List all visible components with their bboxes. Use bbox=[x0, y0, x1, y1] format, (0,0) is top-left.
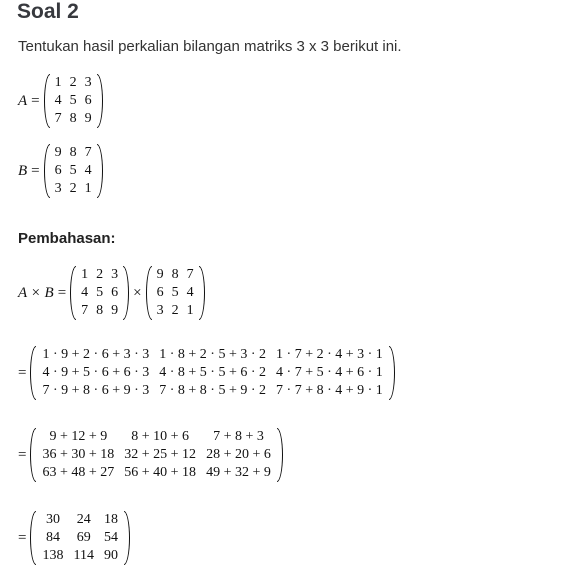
matrix-cell: 56 + 40 + 18 bbox=[124, 465, 197, 480]
matrix-cell: 2 bbox=[69, 75, 77, 90]
matrix-table bbox=[37, 428, 275, 482]
matrix-cell: 9 bbox=[156, 267, 164, 282]
matrix-row bbox=[37, 511, 122, 529]
matrix-table bbox=[77, 266, 122, 320]
matrix-cell: 30 bbox=[45, 512, 60, 527]
page-title: Soal 2 bbox=[17, 0, 79, 23]
matrix-cell: 114 bbox=[73, 548, 94, 563]
matrix-cell: 4 bbox=[54, 93, 62, 108]
matrix-row bbox=[51, 110, 96, 128]
matrix-cell: 6 bbox=[111, 285, 119, 300]
matrix-table bbox=[51, 74, 96, 128]
matrix-cell: 6 bbox=[156, 285, 164, 300]
matrix-cell: 36 + 30 + 18 bbox=[42, 447, 115, 462]
equals-sign: = bbox=[18, 364, 27, 381]
matrix-cell: 1 bbox=[84, 181, 92, 196]
matrix-cell: 7 · 7 + 8 · 4 + 9 · 1 bbox=[276, 383, 383, 398]
matrix-cell: 5 bbox=[171, 285, 179, 300]
matrix-cell: 9 bbox=[54, 145, 62, 160]
matrix-row bbox=[37, 547, 122, 565]
matrix-cell: 1 · 8 + 2 · 5 + 3 · 2 bbox=[159, 347, 267, 362]
times-sign: × bbox=[133, 284, 142, 301]
matrix-cell: 8 bbox=[69, 111, 77, 126]
matrix-cell: 1 bbox=[54, 75, 62, 90]
matrix-row bbox=[37, 382, 387, 400]
matrix-cell: 7 · 8 + 8 · 5 + 9 · 2 bbox=[159, 383, 267, 398]
matrix-cell: 18 bbox=[103, 512, 118, 527]
matrix-cell: 54 bbox=[103, 530, 118, 545]
final-result bbox=[18, 511, 130, 565]
label-b: B bbox=[18, 162, 28, 179]
matrix-cell: 3 bbox=[54, 181, 62, 196]
label-a: A bbox=[18, 92, 28, 109]
matrix-row bbox=[37, 364, 387, 382]
matrix-row bbox=[153, 284, 198, 302]
solution-heading: Pembahasan: bbox=[18, 230, 116, 247]
matrix-table bbox=[51, 144, 96, 198]
matrix-cell: 2 bbox=[171, 303, 179, 318]
matrix-row bbox=[51, 144, 96, 162]
matrix-cell: 63 + 48 + 27 bbox=[42, 465, 115, 480]
matrix-cell: 6 bbox=[54, 163, 62, 178]
matrix-cell: 2 bbox=[96, 267, 104, 282]
matrix-row bbox=[37, 428, 275, 446]
matrix-cell: 84 bbox=[45, 530, 60, 545]
matrix-result bbox=[30, 511, 129, 565]
matrix-row bbox=[51, 74, 96, 92]
matrix-row bbox=[37, 346, 387, 364]
matrix-cell: 5 bbox=[96, 285, 104, 300]
matrix-row bbox=[77, 302, 122, 320]
matrix-a bbox=[44, 74, 103, 128]
matrix-cell: 3 bbox=[156, 303, 164, 318]
matrix-cell: 32 + 25 + 12 bbox=[124, 447, 197, 462]
matrix-cell: 7 bbox=[84, 145, 92, 160]
matrix-cell: 4 · 8 + 5 · 5 + 6 · 2 bbox=[159, 365, 267, 380]
matrix-cell: 8 bbox=[171, 267, 179, 282]
matrix-cell: 7 · 9 + 8 · 6 + 9 · 3 bbox=[42, 383, 150, 398]
matrix-b bbox=[44, 144, 103, 198]
matrix-row bbox=[37, 464, 275, 482]
matrix-cell: 9 + 12 + 9 bbox=[49, 429, 108, 444]
equals-sign: = bbox=[31, 92, 40, 109]
matrix-b-copy bbox=[146, 266, 205, 320]
matrix-cell: 3 bbox=[84, 75, 92, 90]
matrix-cell: 7 bbox=[186, 267, 194, 282]
matrix-cell: 1 · 7 + 2 · 4 + 3 · 1 bbox=[276, 347, 383, 362]
matrix-cell: 7 bbox=[54, 111, 62, 126]
matrix-table bbox=[37, 346, 387, 400]
matrix-cell: 5 bbox=[69, 163, 77, 178]
label-a-times-b: A × B bbox=[18, 284, 54, 301]
matrix-cell: 2 bbox=[69, 181, 77, 196]
equals-sign: = bbox=[18, 529, 27, 546]
step-1-expansion bbox=[18, 346, 395, 400]
matrix-cell: 4 bbox=[84, 163, 92, 178]
matrix-row bbox=[51, 180, 96, 198]
matrix-cell: 1 · 9 + 2 · 6 + 3 · 3 bbox=[42, 347, 150, 362]
matrix-b-definition bbox=[18, 144, 103, 198]
matrix-cell: 8 + 10 + 6 bbox=[131, 429, 190, 444]
matrix-row bbox=[153, 266, 198, 284]
matrix-cell: 4 · 9 + 5 · 6 + 6 · 3 bbox=[42, 365, 150, 380]
matrix-step-1 bbox=[30, 346, 394, 400]
matrix-row bbox=[51, 162, 96, 180]
matrix-a-copy bbox=[70, 266, 129, 320]
equals-sign: = bbox=[18, 446, 27, 463]
matrix-cell: 7 bbox=[81, 303, 89, 318]
matrix-cell: 6 bbox=[84, 93, 92, 108]
matrix-cell: 4 bbox=[186, 285, 194, 300]
matrix-cell: 28 + 20 + 6 bbox=[206, 447, 271, 462]
matrix-table bbox=[37, 511, 122, 565]
matrix-row bbox=[37, 446, 275, 464]
step-2-sums bbox=[18, 428, 283, 482]
product-expression bbox=[18, 266, 205, 320]
matrix-row bbox=[153, 302, 198, 320]
matrix-cell: 49 + 32 + 9 bbox=[206, 465, 271, 480]
matrix-row bbox=[77, 284, 122, 302]
matrix-cell: 4 bbox=[81, 285, 89, 300]
matrix-cell: 90 bbox=[103, 548, 118, 563]
matrix-cell: 138 bbox=[42, 548, 64, 563]
matrix-row bbox=[37, 529, 122, 547]
matrix-table bbox=[153, 266, 198, 320]
matrix-step-2 bbox=[30, 428, 282, 482]
matrix-cell: 7 + 8 + 3 bbox=[213, 429, 264, 444]
matrix-cell: 4 · 7 + 5 · 4 + 6 · 1 bbox=[276, 365, 383, 380]
matrix-cell: 24 bbox=[76, 512, 91, 527]
matrix-row bbox=[77, 266, 122, 284]
matrix-cell: 3 bbox=[111, 267, 119, 282]
equals-sign: = bbox=[31, 162, 40, 179]
matrix-cell: 1 bbox=[186, 303, 194, 318]
matrix-cell: 69 bbox=[76, 530, 91, 545]
matrix-cell: 1 bbox=[81, 267, 89, 282]
matrix-a-definition bbox=[18, 74, 103, 128]
matrix-row bbox=[51, 92, 96, 110]
matrix-cell: 8 bbox=[69, 145, 77, 160]
matrix-cell: 5 bbox=[69, 93, 77, 108]
matrix-cell: 9 bbox=[84, 111, 92, 126]
equals-sign: = bbox=[57, 284, 67, 301]
problem-statement: Tentukan hasil perkalian bilangan matriks 3 x 3 berikut ini. bbox=[18, 38, 402, 55]
matrix-cell: 8 bbox=[96, 303, 104, 318]
matrix-cell: 9 bbox=[111, 303, 119, 318]
